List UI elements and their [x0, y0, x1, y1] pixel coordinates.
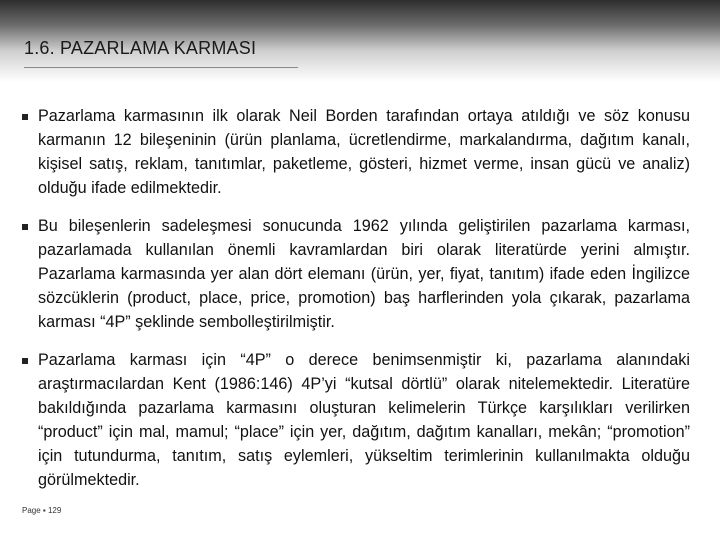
bullet-paragraph-1	[22, 104, 690, 200]
square-bullet-icon	[22, 114, 28, 120]
page-number: Page ▪ 129	[22, 506, 62, 515]
header-band	[0, 0, 720, 82]
slide-body	[22, 104, 690, 506]
slide-title: 1.6. PAZARLAMA KARMASI	[24, 38, 257, 58]
square-bullet-icon	[22, 224, 28, 230]
bullet-paragraph-2	[22, 214, 690, 334]
title-underline	[24, 67, 298, 68]
square-bullet-icon	[22, 358, 28, 364]
bullet-paragraph-3	[22, 348, 690, 492]
paragraph-text: Pazarlama karmasının ilk olarak Neil Borden tarafından ortaya atıldığı ve söz konusu karmanın 12 bileşeninin (ürün planlama, ücretlendirme, markalandırma, dağıtım kanalı, kişisel satış, reklam, tanıtımlar, paketleme, gösteri, hizmet verme, insan gücü ve analiz) olduğu ifade edilmektedir.	[38, 107, 690, 197]
paragraph-text: Pazarlama karması için “4P” o derece benimsenmiştir ki, pazarlama alanındaki araştırmacılardan Kent (1986:146) 4P’yi “kutsal dörtlü” olarak nitelemektedir. Literatüre bakıldığında pazarlama karmasını oluşturan kelimelerin Türkçe karşılıkları verilirken “product” için mal, mamul; “place” için yer, dağıtım, dağıtım kanalları, mekân; “promotion” için tutundurma, tanıtım, satış eylemleri, yükseltim terimlerinin kullanılmakta olduğu görülmektedir.	[38, 351, 690, 489]
paragraph-text: Bu bileşenlerin sadeleşmesi sonucunda 1962 yılında geliştirilen pazarlama karması, pazarlamada kullanılan önemli kavramlardan biri olarak literatürde yerini almıştır. Pazarlama karmasında yer alan dört elemanı (ürün, yer, fiyat, tanıtım) ifade eden İngilizce sözcüklerin (product, place, price, promotion) baş harflerinden yola çıkarak, pazarlama karması “4P” şeklinde sembolleştirilmiştir.	[38, 217, 690, 331]
